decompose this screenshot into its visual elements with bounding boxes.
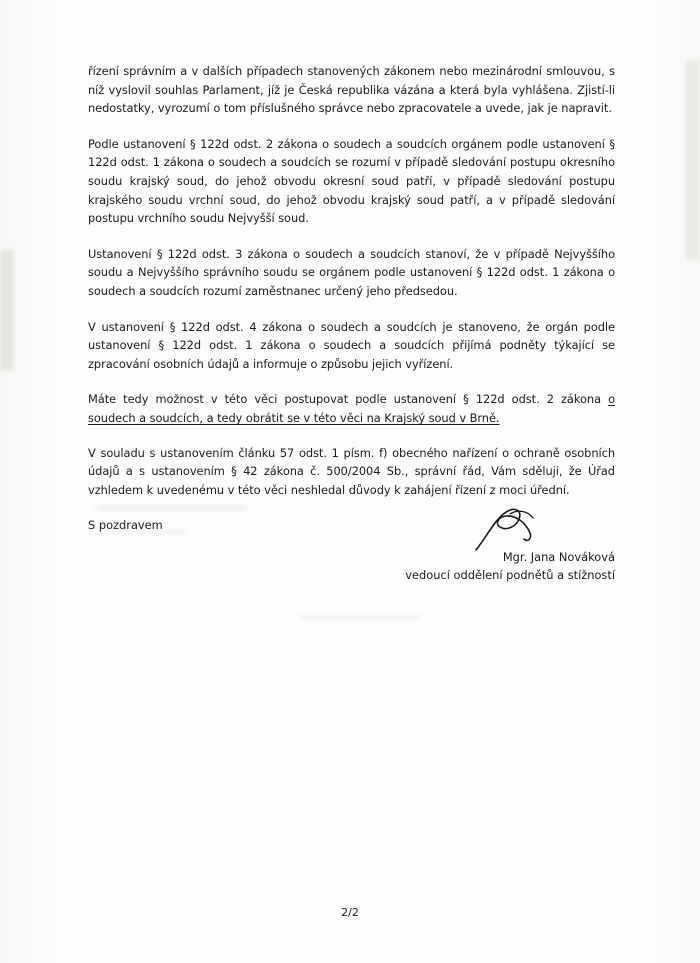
scan-artifact-smudge-3 (300, 616, 420, 619)
paragraph-highlighted-underlined: o soudech a soudcích, a tedy obrátit se v této věci na Krajský soud v Brně. (88, 392, 615, 425)
closing-line: S pozdravem (88, 518, 163, 533)
paragraph-highlighted (88, 390, 615, 427)
scan-artifact-left (0, 250, 14, 370)
scan-artifact-smudge-1 (96, 506, 246, 510)
page-number: 2/2 (341, 906, 359, 919)
signature-name: Mgr. Jana Nováková (502, 550, 615, 564)
paragraph-5: V souladu s ustanovením článku 57 odst. 1 písm. f) obecného nařízení o ochraně osobních údajů a s ustanovením § 42 zákona č. 500/2004 Sb., správní řád, Vám sděluji, že Úřad vzhledem k uvedenému v této věci neshledal důvody k zahájení řízení z moci úřední. (88, 445, 615, 497)
paragraph-2: Podle ustanovení § 122d odst. 2 zákona o soudech a soudcích orgánem podle ustanovení § 122d odst. 1 zákona o soudech a soudcích se rozumí v případě sledování postupu okresního soudu krajský soud, do jehož obvodu okresní soud patří, v případě sledování postupu krajského soudu vrchní soud, do jehož obvodu krajský soud patří, a v případě sledování postupu vrchního soudu Nejvyšší soud. (88, 136, 615, 226)
signature-role: vedoucí oddělení podnětů a stížností (405, 568, 615, 582)
paragraph-3: Ustanovení § 122d odst. 3 zákona o soudech a soudcích stanoví, že v případě Nejvyššího soudu a Nejvyššího správního soudu se orgánem podle ustanovení § 122d odst. 1 zákona o soudech a soudcích rozumí zaměstnanec určený jeho předsedou. (88, 246, 615, 298)
paragraph-1: řízení správním a v dalších případech stanovených zákonem nebo mezinárodní smlouvou, s níž vyslovil souhlas Parlament, jíž je Česká republika vázána a která byla vyhlášena. Zjistí-li nedostatky, vyrozumí o tom příslušného správce nebo zpracovatele a uvede, jak je napravit. (88, 64, 615, 116)
scan-artifact-right (686, 60, 700, 260)
signature-block (88, 548, 615, 584)
paragraph-highlighted-lead: Máte tedy možnost v této věci postupovat podle ustanovení § 122d odst. 2 zákona (88, 392, 609, 407)
document-body (88, 62, 615, 534)
paragraph-4: V ustanovení § 122d odst. 4 zákona o soudech a soudcích je stanoveno, že orgán podle ustanovení § 122d odst. 1 zákona o soudech a soudcích přijímá podněty týkající se zpracování osobních údajů a informuje o způsobu jejich vyřízení. (88, 319, 615, 371)
scan-artifact-smudge-2 (96, 530, 186, 533)
